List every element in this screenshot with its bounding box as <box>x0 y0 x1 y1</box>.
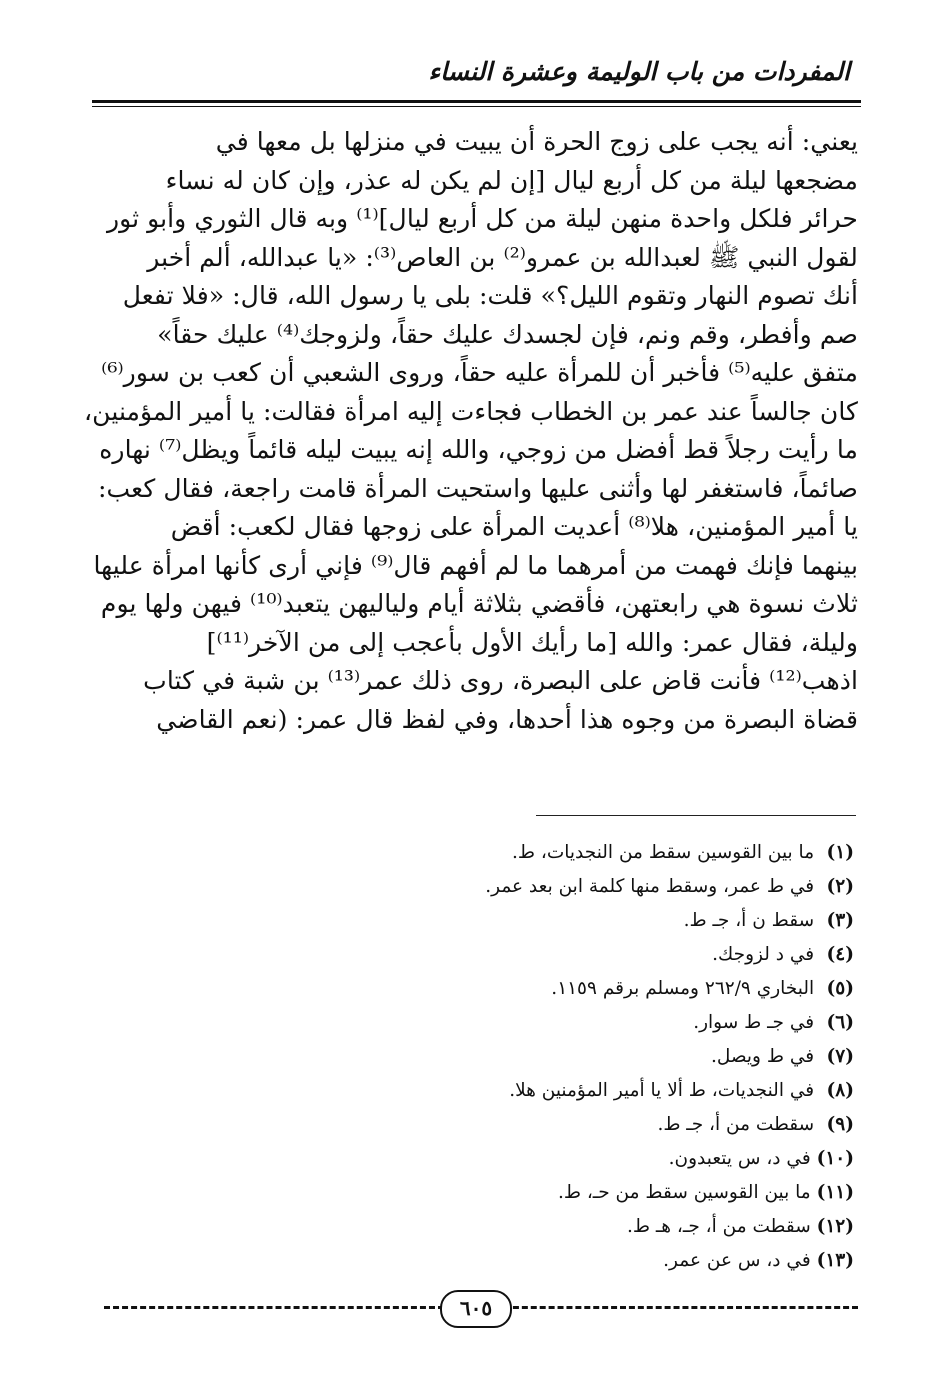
footnote-item <box>294 836 854 870</box>
header-rule-thin <box>92 106 861 107</box>
text-line: يعني: أنه يجب على زوج الحرة أن يبيت في منزلها بل معها في <box>215 127 858 156</box>
footnote-text: في د، س يتعبدون. <box>668 1148 811 1169</box>
footnote-number: (٧) <box>826 1046 854 1067</box>
footnote-item <box>294 1210 854 1244</box>
text-line: لقول النبي ﷺ لعبدالله بن عمرو⁽²⁾ بن العاص⁽³⁾: «يا عبدالله، ألم أخبر <box>147 242 858 272</box>
text-line: أنك تصوم النهار وتقوم الليل؟» قلت: بلى يا رسول الله، قال: «فلا تفعل <box>122 281 858 310</box>
text-line: ما رأيت رجلاً قط أفضل من زوجي، والله إنه يبيت ليله قائماً ويظل⁽⁷⁾ نهاره <box>99 435 858 464</box>
footnote-number: (١٣) <box>816 1250 854 1271</box>
footnote-text: سقط ن أ، جـ ط. <box>683 910 815 931</box>
footnote-number: (١) <box>826 842 854 863</box>
footnote-text: ما بين القوسين سقط من حـ، ط. <box>557 1182 811 1203</box>
footnote-item <box>294 1006 854 1040</box>
footnote-text: سقطت من أ، جـ ط. <box>657 1114 815 1135</box>
footnote-number: (١٢) <box>816 1216 854 1237</box>
page-number: ٦٠٥ <box>440 1290 512 1328</box>
footnote-text: ما بين القوسين سقط من النجديات، ط. <box>512 842 815 863</box>
running-header-title: المفردات من باب الوليمة وعشرة النساء <box>428 57 850 86</box>
footnote-text: في النجديات، ط ألا يا أمير المؤمنين هلا. <box>509 1080 815 1101</box>
header-rule-thick <box>92 100 861 103</box>
footnote-separator <box>536 815 856 816</box>
text-line: مضجعها ليلة من كل أربع ليال [إن لم يكن له عذر، وإن كان له نساء <box>165 165 858 195</box>
footnote-item <box>294 1040 854 1074</box>
text-line: حرائر فلكل واحدة منهن ليلة من كل أربع ليال]⁽¹⁾ وبه قال الثوري وأبو ثور <box>106 204 858 233</box>
footnote-item <box>294 1074 854 1108</box>
footnote-text: البخاري ٢٦٢/٩ ومسلم برقم ١١٥٩. <box>551 978 815 999</box>
footnote-item <box>294 1108 854 1142</box>
text-line: اذهب⁽¹²⁾ فأنت قاض على البصرة، روى ذلك عمر⁽¹³⁾ بن شبة في كتاب <box>143 666 858 695</box>
text-line: بينهما فإنك فهمت من أمرهما ما لم أفهم قال⁽⁹⁾ فإني أرى كأنها امرأة عليها <box>93 550 858 580</box>
footnote-number: (٩) <box>826 1114 854 1135</box>
text-line: كان جالساً عند عمر بن الخطاب فجاءت إليه امرأة فقالت: يا أمير المؤمنين، <box>84 396 858 426</box>
main-text-block <box>84 123 858 739</box>
footnote-text: في د لزوجك. <box>712 944 815 965</box>
text-line: ثلاث نسوة هي رابعتهن، فأقضي بثلاثة أيام ولياليهن يتعبد⁽¹⁰⁾ فيهن ولها يوم <box>100 589 858 618</box>
footnote-number: (٢) <box>826 876 854 897</box>
footnote-item <box>294 904 854 938</box>
footnote-text: سقطت من أ، جـ، هـ ط. <box>627 1216 811 1237</box>
text-line: وليلة، فقال عمر: والله [ما رأيك الأول بأعجب إلى من الآخر⁽¹¹⁾] <box>206 627 858 657</box>
footnote-number: (١٠) <box>816 1148 854 1169</box>
footnote-number: (٦) <box>826 1012 854 1033</box>
footer-dashed-line-left <box>104 1306 444 1309</box>
footnote-item <box>294 938 854 972</box>
text-line: صائماً، فاستغفر لها وأثنى عليها واستحيت المرأة قامت راجعة، فقال كعب: <box>97 473 858 503</box>
footnote-item <box>294 1176 854 1210</box>
footnote-number: (١١) <box>816 1182 854 1203</box>
footnote-item <box>294 1142 854 1176</box>
text-line: صم وأفطر، وقم ونم، فإن لجسدك عليك حقاً، ولزوجك⁽⁴⁾ عليك حقاً» <box>157 319 858 349</box>
footnote-number: (٣) <box>826 910 854 931</box>
footnote-item <box>294 870 854 904</box>
footer-dashed-line-right <box>504 1306 858 1309</box>
footnote-number: (٤) <box>826 944 854 965</box>
footnote-text: في ط ويصل. <box>710 1046 815 1067</box>
footnote-text: في جـ ط سوار. <box>693 1012 815 1033</box>
footnote-number: (٨) <box>826 1080 854 1101</box>
text-line: قضاة البصرة من وجوه هذا أحدها، وفي لفظ قال عمر: (نعم القاضي <box>156 704 858 734</box>
footnote-item <box>294 1244 854 1278</box>
text-line: يا أمير المؤمنين، هلا⁽⁸⁾ أعديت المرأة على زوجها فقال لكعب: أقض <box>170 512 858 541</box>
footnote-item <box>294 972 854 1006</box>
footnotes-list <box>294 836 854 1278</box>
text-line: متفق عليه⁽⁵⁾ فأخبر أن للمرأة عليه حقاً، وروى الشعبي أن كعب بن سور⁽⁶⁾ <box>101 358 858 387</box>
footnote-number: (٥) <box>826 978 854 999</box>
footnote-text: في د، س عن عمر. <box>663 1250 811 1271</box>
footnote-text: في ط عمر، وسقط منها كلمة ابن بعد عمر. <box>485 876 815 897</box>
